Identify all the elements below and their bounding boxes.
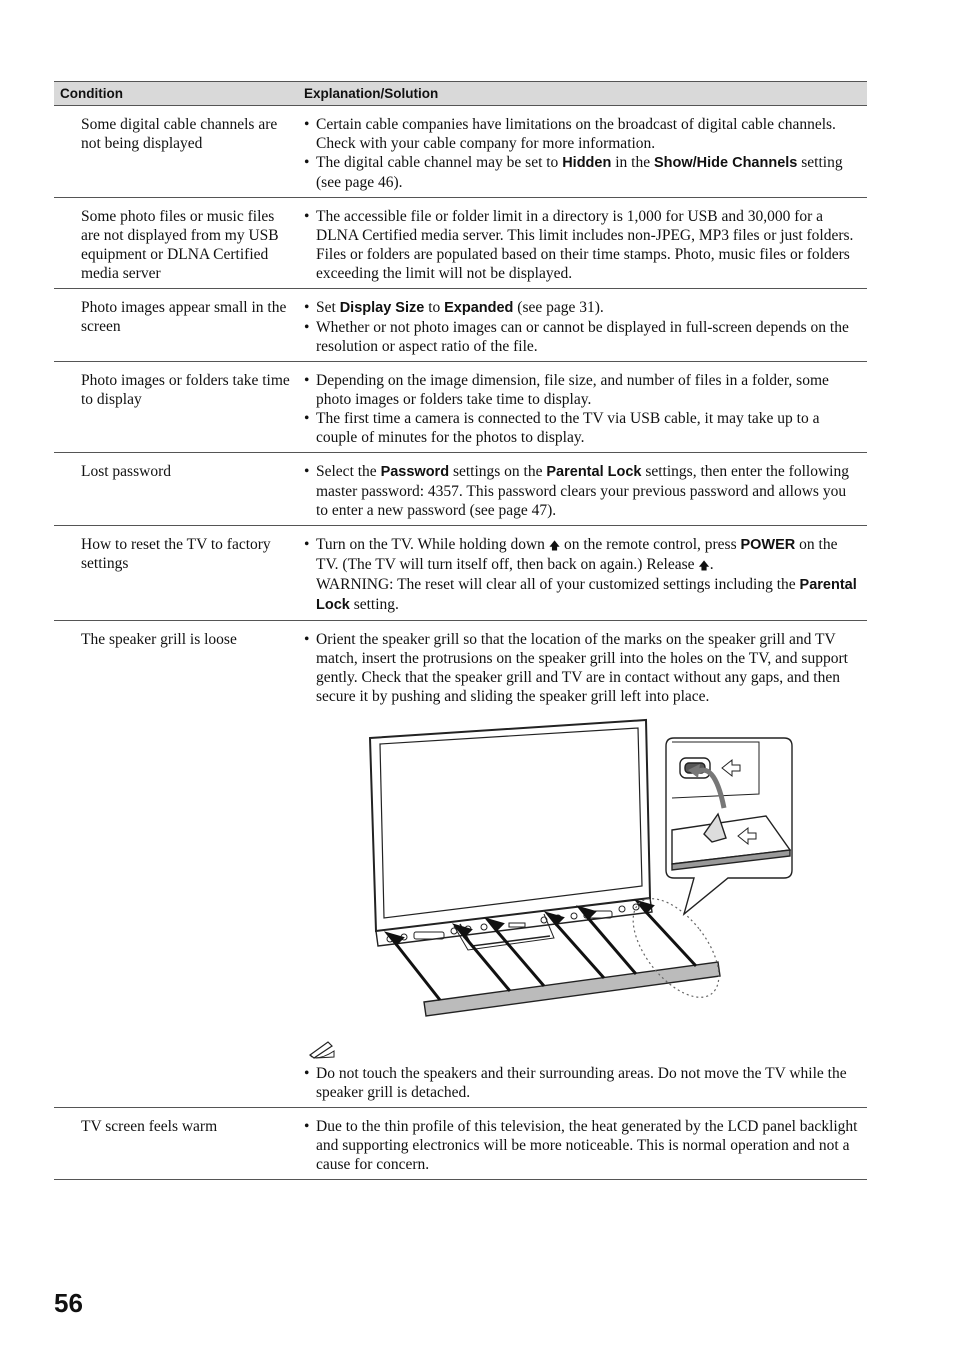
up-arrow-icon: 🡅 [698,559,710,572]
condition-cell: Some photo files or music files are not displayed from my USB equipment or DLNA Certified media server [54,198,300,289]
bullet-item: • Do not touch the speakers and their surrounding areas. Do not move the TV while the speaker grill is detached. [304,1064,861,1102]
bullet-item: • Due to the thin profile of this television, the heat generated by the LCD panel backlight and supporting electronics will be more noticeable. This is normal operation and not a cause for concern. [304,1117,861,1174]
bullet-item: • Orient the speaker grill so that the location of the marks on the speaker grill and TV match, insert the protrusions on the speaker grill into the holes on the TV, and support gently. Check that the speaker grill and TV are in contact without any gaps, and then secure it by pushing and sliding the speaker grill left into place. [304,630,861,706]
bullet-item: • The accessible file or folder limit in a directory is 1,000 for USB and 30,000 for a DLNA Certified media server. This limit includes non-JPEG, MP3 files or just folders. Files or folders are populated based on their time stamps. Photo, music files or folders exceeding the limit will not be displayed. [304,207,861,283]
keyword: Parental Lock [546,464,642,480]
explanation-cell [300,1108,867,1180]
condition-cell: TV screen feels warm [54,1108,300,1180]
detail-callout [666,738,792,914]
up-arrow-icon: 🡅 [548,539,561,552]
keyword: Hidden [562,155,612,171]
tv-speaker-grill-diagram [304,718,804,1030]
table-row [54,621,867,1108]
keyword: Password [380,464,450,480]
condition-header: Condition [54,82,300,106]
table-row [54,526,867,621]
table-row [54,362,867,453]
speaker-grill-illustration [304,706,861,1035]
explanation-cell [300,106,867,198]
table-row [54,106,867,198]
keyword: Show/Hide Channels [653,155,798,171]
explanation-cell [300,453,867,526]
table-row [54,198,867,289]
page-number: 56 [54,1288,83,1318]
explanation-cell [300,621,867,1108]
explanation-cell [300,362,867,453]
table-header-row [54,82,867,106]
explanation-cell [300,198,867,289]
troubleshooting-table [54,81,867,1180]
bullet-item: • The first time a camera is connected to the TV via USB cable, it may take up to a couple of minutes for the photos to display. [304,409,861,447]
bullet-item: • Certain cable companies have limitations on the broadcast of digital cable channels. Check with your cable company for more information. [304,115,861,153]
bullet-item: • The digital cable channel may be set to Hidden in the Show/Hide Channels setting (see page 46). [304,153,861,192]
bullet-item: • Turn on the TV. While holding down 🡅 on the remote control, press POWER on the TV. (The TV will turn itself off, then back on again.) Release 🡅. WARNING: The reset will clear all of your customized settings including the Parental Lock setting. [304,535,861,615]
keyword: Expanded [444,300,514,316]
keyword: Display Size [339,300,425,316]
bullet-item: • Set Display Size to Expanded (see page 31). [304,298,861,318]
table-row [54,1108,867,1180]
explanation-cell [300,289,867,362]
keyword: Parental Lock [316,577,857,613]
bullet-item: • Whether or not photo images can or cannot be displayed in full-screen depends on the resolution or aspect ratio of the file. [304,318,861,356]
warning-text: WARNING: The reset will clear all of your customized settings including the [316,576,800,593]
condition-cell: Lost password [54,453,300,526]
table-row [54,289,867,362]
speaker-grill-bar [424,962,720,1016]
condition-cell: Some digital cable channels are not being displayed [54,106,300,198]
explanation-cell [300,526,867,621]
keyword: POWER [740,537,796,553]
tv-outline [370,720,652,950]
bullet-item: • Select the Password settings on the Parental Lock settings, then enter the following master password: 4357. This password clears your previous password and allows you to enter a new password (see page 47). [304,462,861,520]
explanation-header: Explanation/Solution [300,82,867,106]
note-block [304,1035,861,1102]
pencil-note-icon [308,1039,338,1059]
condition-cell: Photo images appear small in the screen [54,289,300,362]
zoom-ellipse [617,884,736,1012]
table-row [54,453,867,526]
condition-cell: Photo images or folders take time to display [54,362,300,453]
condition-cell: The speaker grill is loose [54,621,300,1108]
bullet-item: • Depending on the image dimension, file size, and number of files in a folder, some photo images or folders take time to display. [304,371,861,409]
condition-cell: How to reset the TV to factory settings [54,526,300,621]
